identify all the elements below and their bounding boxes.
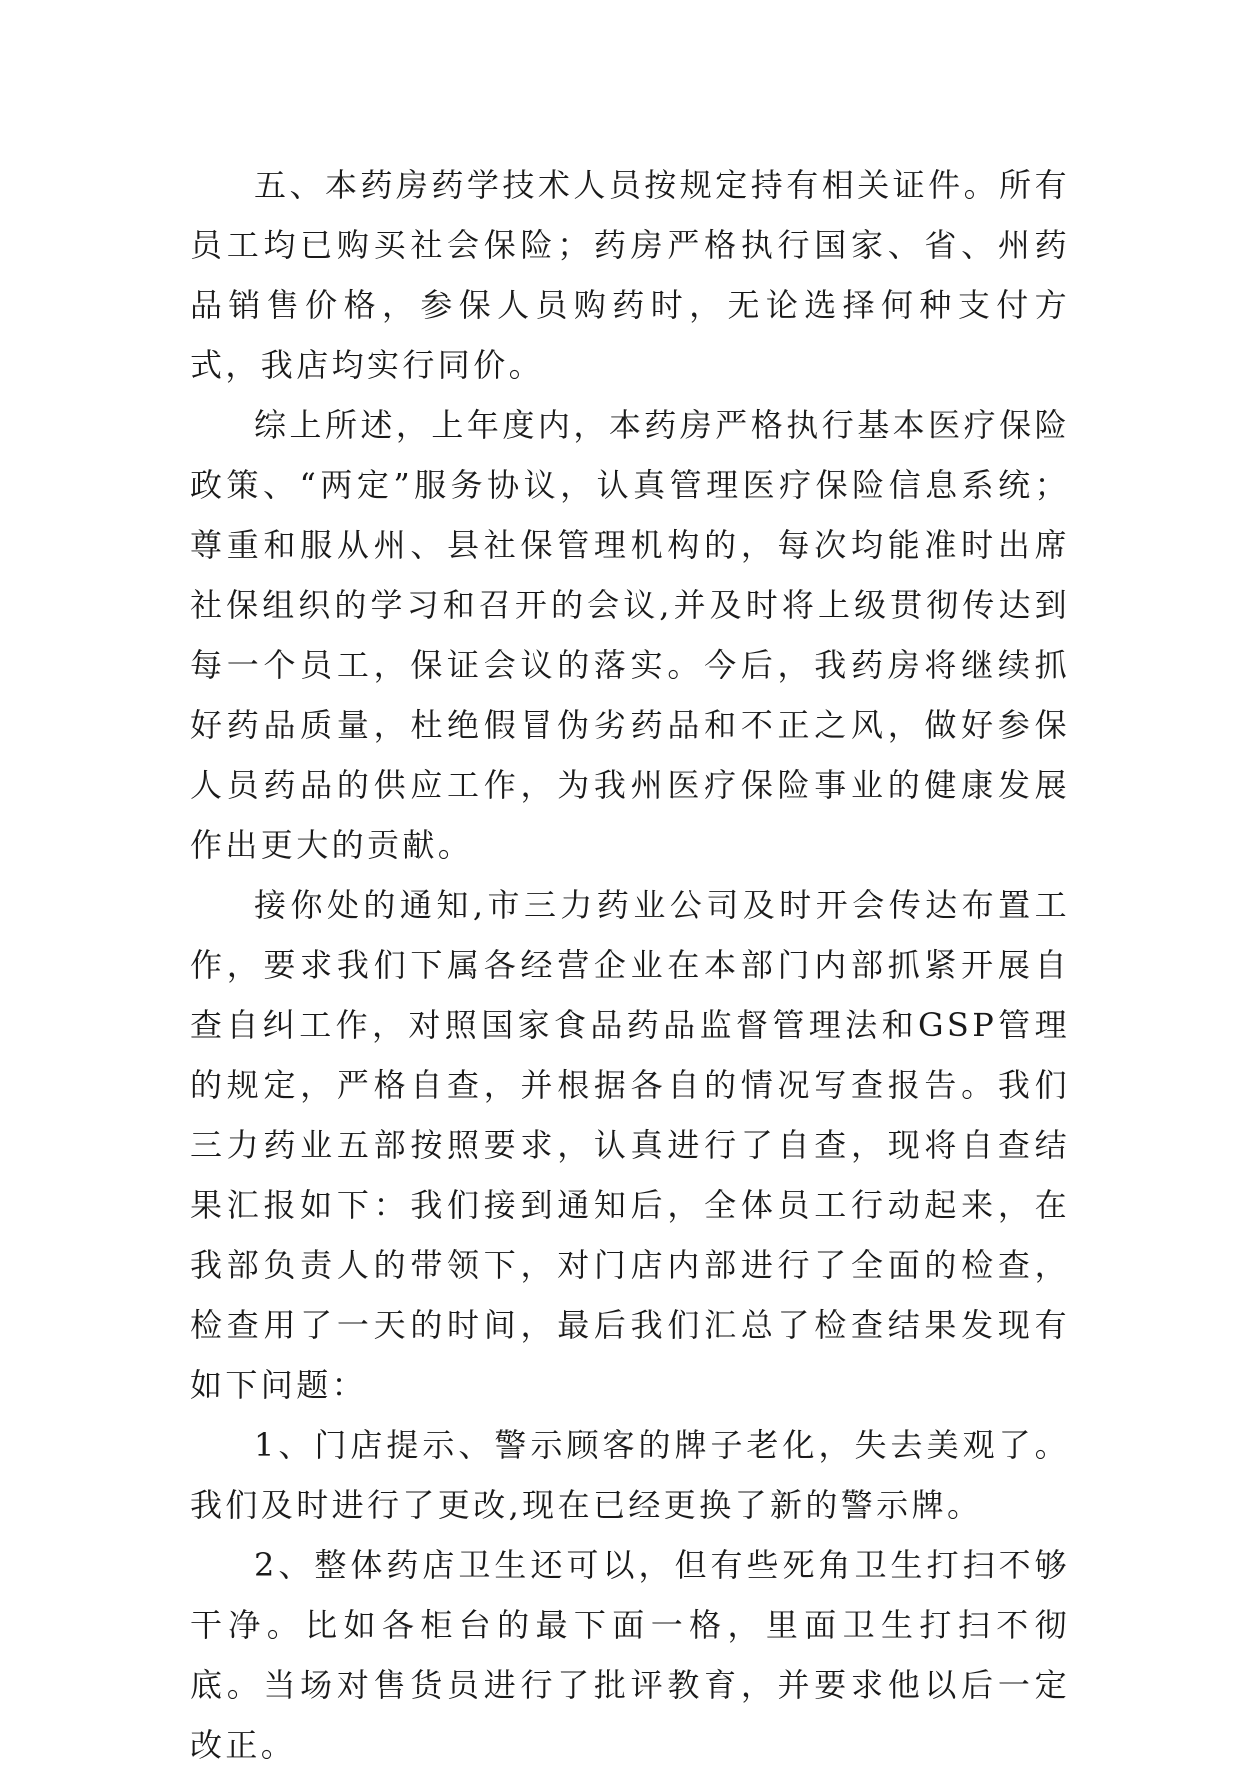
paragraph-issue-1: 1、门店提示、警示顾客的牌子老化，失去美观了。我们及时进行了更改,现在已经更换了新的警示牌。 bbox=[190, 1426, 1070, 1524]
paragraph-summary: 综上所述，上年度内，本药房严格执行基本医疗保险政策、“两定”服务协议，认真管理医疗保险信息系统；尊重和服从州、县社保管理机构的，每次均能准时出席社保组织的学习和召开的会议,并及时将上级贯彻传达到每一个员工，保证会议的落实。今后，我药房将继续抓好药品质量，杜绝假冒伪劣药品和不正之风，做好参保人员药品的供应工作，为我州医疗保险事业的健康发展作出更大的贡献。 bbox=[190, 406, 1070, 864]
paragraph-staff-insurance-pricing: 五、本药房药学技术人员按规定持有相关证件。所有员工均已购买社会保险；药房严格执行国家、省、州药品销售价格，参保人员购药时，无论选择何种支付方式，我店均实行同价。 bbox=[190, 166, 1070, 384]
paragraph-self-inspection: 接你处的通知,市三力药业公司及时开会传达布置工作，要求我们下属各经营企业在本部门内部抓紧开展自查自纠工作，对照国家食品药品监督管理法和GSP管理的规定，严格自查，并根据各自的情况写查报告。我们三力药业五部按照要求，认真进行了自查，现将自查结果汇报如下：我们接到通知后，全体员工行动起来，在我部负责人的带领下，对门店内部进行了全面的检查，检查用了一天的时间，最后我们汇总了检查结果发现有如下问题： bbox=[190, 886, 1070, 1404]
document-body bbox=[190, 155, 1070, 1775]
paragraph-issue-2: 2、整体药店卫生还可以，但有些死角卫生打扫不够干净。比如各柜台的最下面一格，里面卫生打扫不彻底。当场对售货员进行了批评教育，并要求他以后一定改正。 bbox=[190, 1546, 1070, 1764]
